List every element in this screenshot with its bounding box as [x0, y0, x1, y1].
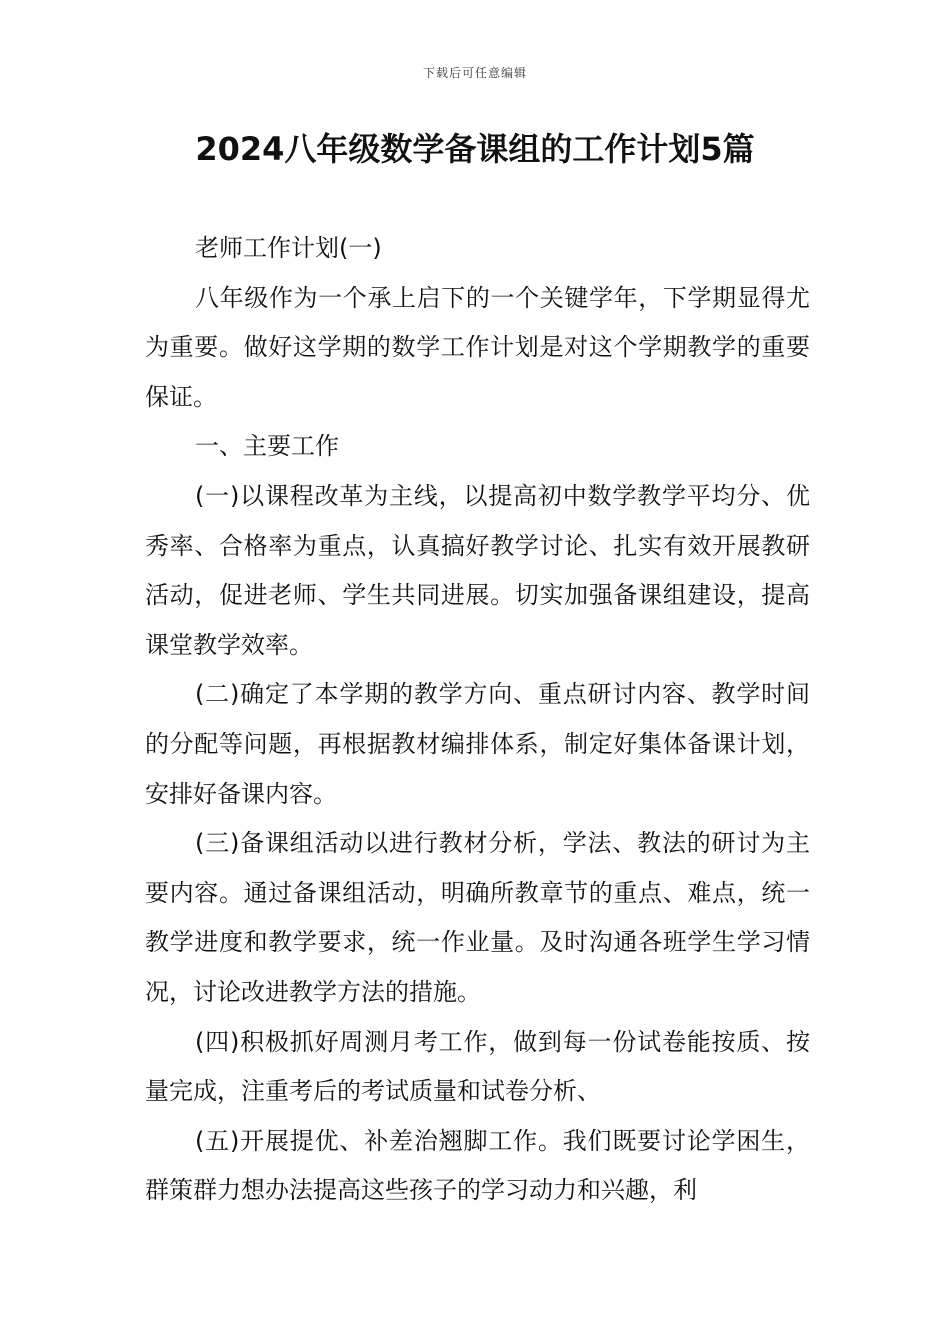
section-heading: 一、主要工作: [195, 432, 339, 461]
paragraph: (一)以课程改革为主线，以提高初中数学教学平均分、优秀率、合格率为重点，认真搞好教学讨论、扎实有效开展教研活动，促进老师、学生共同进展。切实加强备课组建设，提高课堂教学效率。: [145, 481, 810, 659]
header-note: 下载后可任意编辑: [422, 66, 527, 80]
document-title: 2024八年级数学备课组的工作计划5篇: [195, 130, 755, 168]
paragraph: (四)积极抓好周测月考工作，做到每一份试卷能按质、按量完成，注重考后的考试质量和试卷分析、: [145, 1027, 810, 1106]
section-heading: 老师工作计划(一): [195, 234, 382, 262]
paragraph: (二)确定了本学期的教学方向、重点研讨内容、教学时间的分配等问题，再根据教材编排体系，制定好集体备课计划，安排好备课内容。: [145, 680, 810, 808]
paragraph: (三)备课组活动以进行教材分析，学法、教法的研讨为主要内容。通过备课组活动，明确所教章节的重点、难点，统一教学进度和教学要求，统一作业量。及时沟通各班学生学习情况，讨论改进教学方法的措施。: [145, 829, 810, 1006]
paragraph: (五)开展提优、补差治翘脚工作。我们既要讨论学困生，群策群力想办法提高这些孩子的学习动力和兴趣，利: [145, 1126, 810, 1205]
document-body: [145, 224, 810, 1216]
paragraph: 八年级作为一个承上启下的一个关键学年，下学期显得尤为重要。做好这学期的数学工作计划是对这个学期教学的重要保证。: [145, 283, 810, 411]
